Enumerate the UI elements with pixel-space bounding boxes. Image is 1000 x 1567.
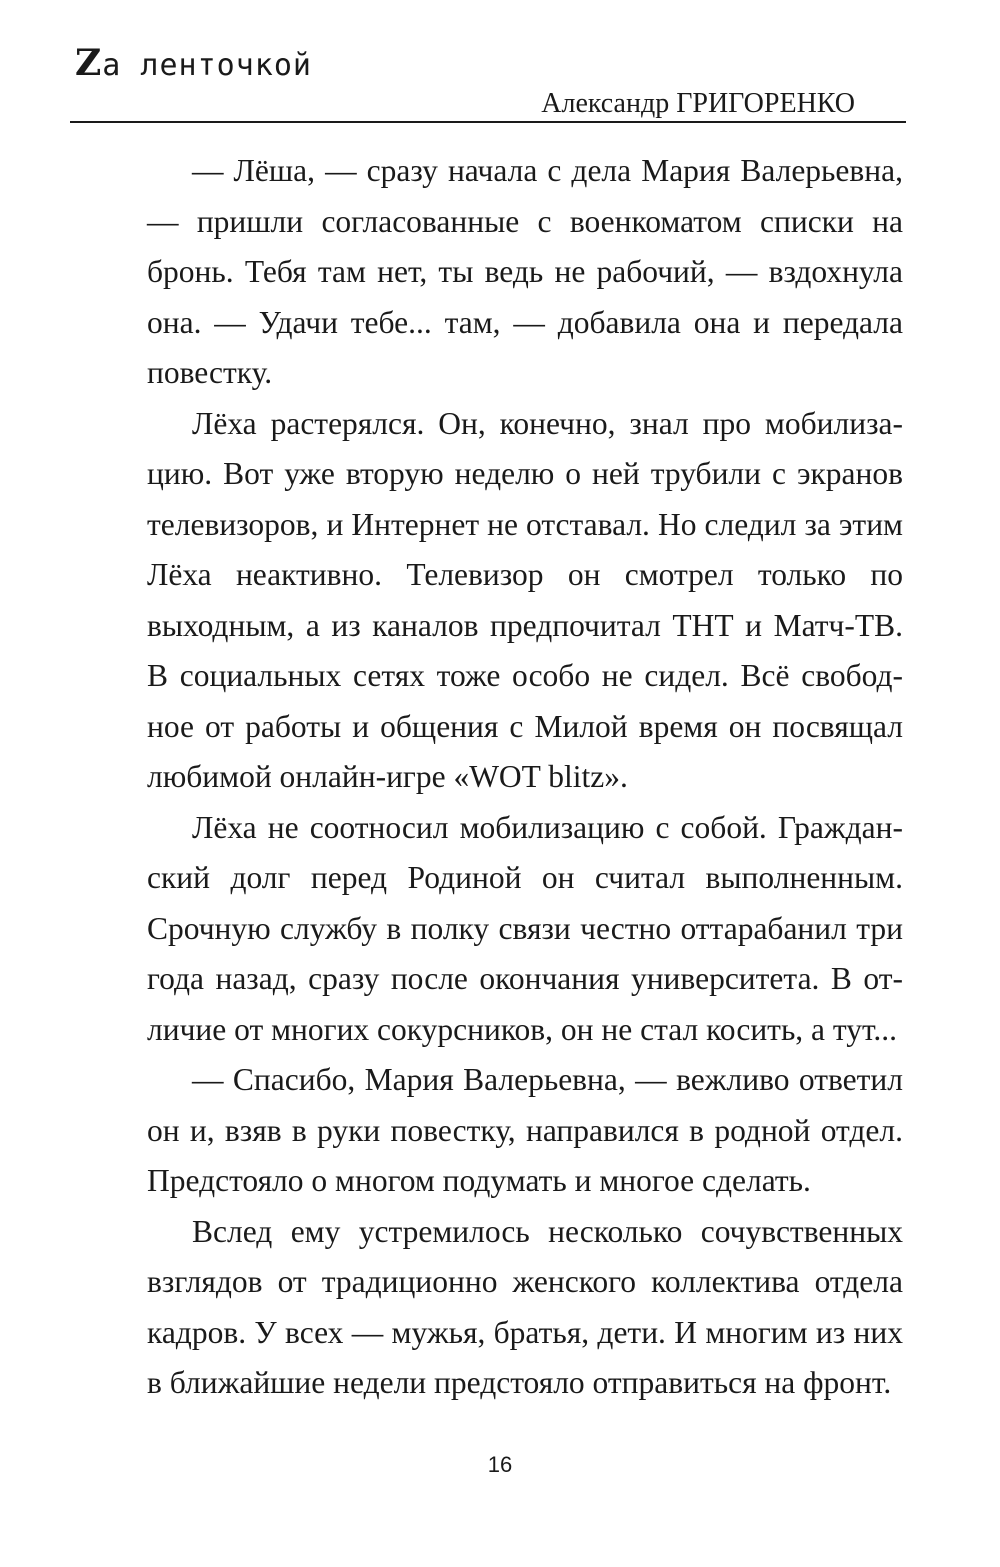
paragraph: Вслед ему устремилось несколько сочувственных взглядов от традиционно женского коллектива отдела кадров. У всех — мужья, братья, дети. И многим из них в ближайшие недели предстояло отправиться на фронт.	[147, 1213, 903, 1400]
running-header	[75, 42, 905, 132]
author-name: Александр ГРИГОРЕНКО	[541, 88, 855, 119]
paragraph: Лёха растерялся. Он, конечно, знал про мобилизацию. Вот уже вторую неделю о ней трубили с экранов телевизоров, и Интернет не отставал. Но следил за этим Лёха неактивно. Телевизор он смотрел только по выходным, а из каналов предпочитал ТНТ и Матч-ТВ. В социальных сетях тоже особо не сидел. Всё свободное от работы и общения с Милой время он посвящал любимой онлайн-игре «WOT blitz».	[147, 405, 903, 794]
paragraph: Лёха не соотносил мобилизацию с собой. Гражданский долг перед Родиной он считал выполненным. Срочную службу в полку связи честно оттарабанил три года назад, сразу после окончания университета. В отличие от многих сокурсников, он не стал косить, а тут...	[147, 809, 903, 1047]
paragraph: — Спасибо, Мария Валерьевна, — вежливо ответил он и, взяв в руки повестку, направился в родной отдел. Предстояло о многом подумать и многое сделать.	[147, 1062, 903, 1198]
page-body	[147, 146, 903, 1409]
book-title-rest: а ленточкой	[102, 48, 312, 83]
book-title-initial: Z	[75, 42, 103, 84]
header-divider	[70, 121, 906, 123]
page-number: 16	[487, 1452, 513, 1477]
book-title	[75, 42, 312, 84]
paragraph: — Лёша, — сразу начала с дела Мария Валерьевна, — пришли согласованные с военкоматом списки на бронь. Тебя там нет, ты ведь не рабочий, — вздохнула она. — Удачи тебе... там, — добавила она и передала повестку.	[147, 153, 903, 390]
